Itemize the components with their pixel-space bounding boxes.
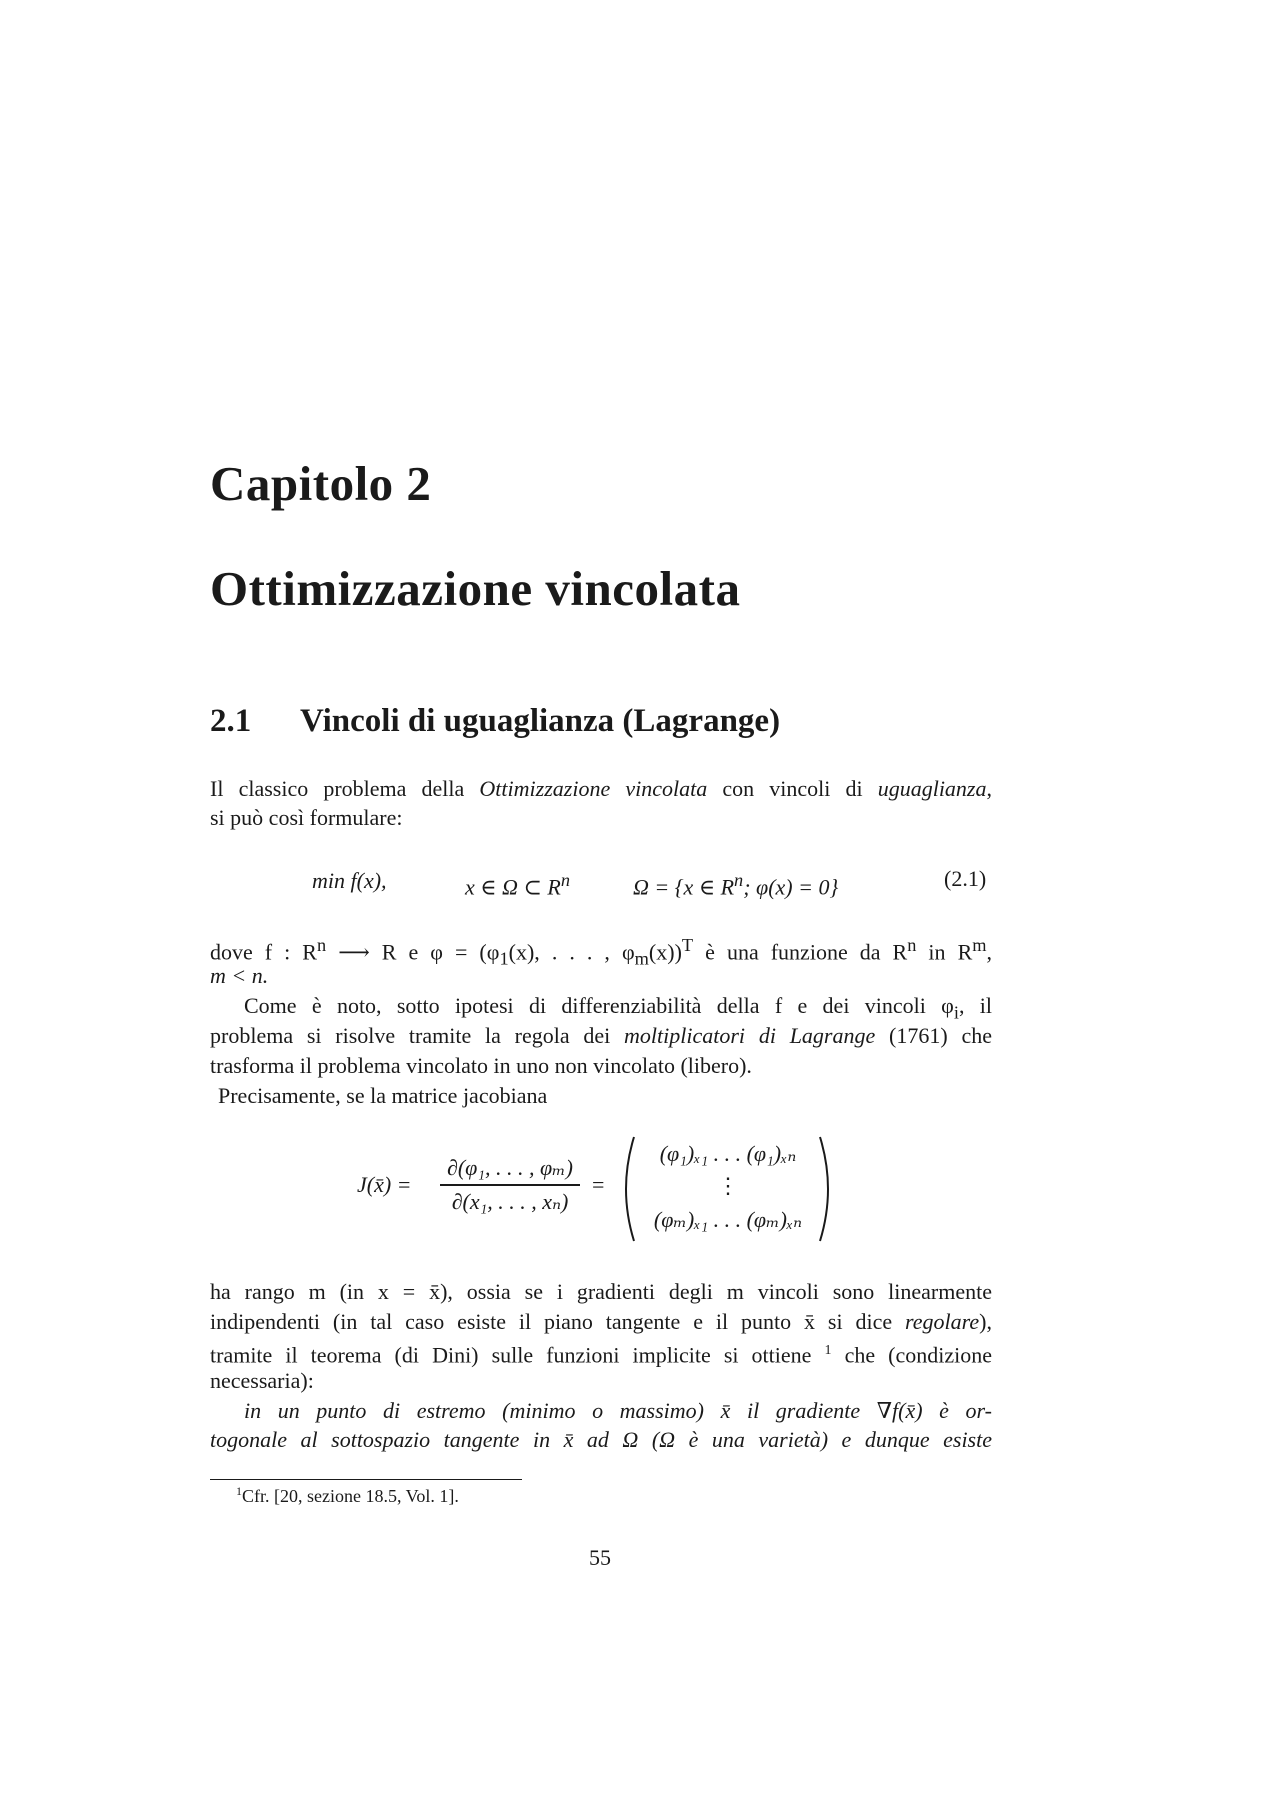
math-sup: m: [972, 935, 987, 955]
rango-line-4: necessaria):: [210, 1368, 314, 1393]
fraction-denominator: ∂(x₁, . . . , xₙ): [451, 1188, 569, 1214]
equals-sign: =: [592, 1172, 605, 1197]
emph-text: regolare: [905, 1309, 980, 1334]
text: (1761) che: [875, 1023, 992, 1048]
equation-number: (2.1): [944, 866, 987, 891]
come-line-2: [210, 1021, 992, 1050]
math-sup: n: [316, 935, 327, 955]
theorem-line-2: [210, 1425, 992, 1454]
rango-line-1: ha rango m (in x = x̄), ossia se i gradienti degli m vincoli sono linearmente: [210, 1279, 992, 1304]
text: è una funzione da R: [693, 939, 908, 965]
math-sub: m: [634, 948, 649, 969]
footnote-text: Cfr. [20, sezione 18.5, Vol. 1].: [242, 1486, 459, 1506]
section-title: Vincoli di uguaglianza (Lagrange): [300, 703, 781, 739]
text: (x)): [648, 939, 682, 965]
text: indipendenti (in tal caso esiste il piano tangente e il punto x̄ si dice: [210, 1309, 906, 1334]
intro-line-1: [210, 774, 992, 803]
text: Il classico problema della: [210, 776, 480, 801]
jacobian-matrix: [620, 1133, 835, 1245]
text: ,: [986, 939, 993, 965]
text: dove f : R: [210, 939, 317, 965]
text: ),: [979, 1309, 992, 1334]
theorem-text: in un punto di estremo (minimo o massimo) x̄ il gradiente ∇f(x̄) è or-: [244, 1398, 992, 1423]
equation-part-1: [312, 866, 387, 895]
math: ; φ(x) = 0}: [743, 874, 839, 900]
math: Ω = {x ∈ R: [633, 874, 735, 900]
text: ⟶ R e φ = (φ: [326, 939, 500, 965]
intro-line-2: si può così formulare:: [210, 805, 403, 830]
theorem-line-1: [244, 1396, 992, 1425]
text: Come è noto, sotto ipotesi di differenziabilità della f e dei vincoli φ: [244, 993, 954, 1018]
dove-line-2: m < n.: [210, 963, 269, 988]
text: problema si risolve tramite la regola dei: [210, 1023, 625, 1048]
section-number: 2.1: [210, 703, 252, 739]
chapter-label: Capitolo 2: [210, 456, 432, 511]
text: che (condizione: [831, 1342, 992, 1368]
math-sup: n: [560, 870, 571, 890]
math: x ∈ Ω ⊂ R: [465, 874, 561, 900]
footnote-mark: 1: [236, 1484, 242, 1498]
footnote-rule: [210, 1479, 522, 1480]
math-sup: n: [907, 935, 917, 955]
come-line-3: trasforma il problema vincolato in uno non vincolato (libero).: [210, 1053, 752, 1078]
emph-text: uguaglianza: [877, 776, 987, 801]
page-number: 55: [589, 1545, 611, 1570]
rango-line-2: [210, 1307, 992, 1336]
emph-text: moltiplicatori di Lagrange: [624, 1023, 876, 1048]
math-sub: i: [953, 1002, 959, 1023]
section-heading: [210, 703, 780, 740]
footnote: [236, 1484, 459, 1507]
equation-part-2: [465, 866, 570, 901]
footnote-reference[interactable]: 1: [824, 1343, 832, 1358]
emph-text: Ottimizzazione vincolata: [479, 776, 708, 801]
equation-part-3: [633, 866, 838, 901]
math-sub: 1: [499, 948, 509, 969]
come-line-4: Precisamente, se la matrice jacobiana: [218, 1083, 548, 1108]
text: (x), . . . , φ: [508, 939, 635, 965]
dove-line-1: [210, 931, 992, 974]
text: , il: [958, 993, 992, 1018]
math: min f(x),: [312, 868, 387, 893]
rango-line-3: [210, 1336, 992, 1369]
math-sup: T: [681, 935, 694, 955]
jacobian-lhs: J(x̄) =: [357, 1172, 412, 1197]
text: in R: [916, 939, 973, 965]
text: tramite il teorema (di Dini) sulle funzioni implicite si ottiene: [210, 1342, 825, 1368]
text: con vincoli di: [707, 776, 878, 801]
fraction-bar: [440, 1184, 580, 1186]
matrix-row-1: (φ₁)ₓ₁ . . . (φ₁)ₓₙ: [659, 1141, 797, 1166]
fraction-numerator: ∂(φ₁, . . . , φₘ): [446, 1155, 573, 1180]
chapter-title: Ottimizzazione vincolata: [210, 561, 741, 616]
matrix-row-vdots: ⋮: [717, 1173, 739, 1198]
theorem-text: togonale al sottospazio tangente in x̄ ad Ω (Ω è una varietà) e dunque esiste: [210, 1427, 992, 1452]
text: ,: [986, 776, 992, 801]
math-sup: n: [734, 870, 744, 890]
matrix-row-m: (φₘ)ₓ₁ . . . (φₘ)ₓₙ: [653, 1207, 803, 1232]
jacobian-fraction: [440, 1155, 580, 1215]
